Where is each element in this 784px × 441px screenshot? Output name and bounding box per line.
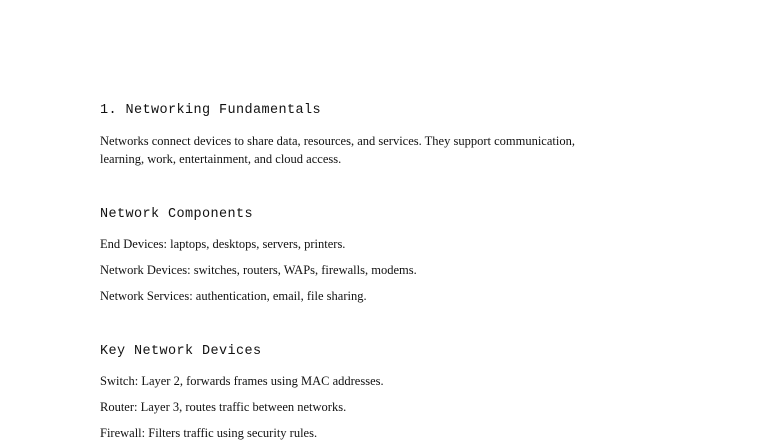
section-heading-key-network-devices: Key Network Devices — [100, 344, 262, 359]
component-network-devices: Network Devices: switches, routers, WAPs, firewalls, modems. — [100, 263, 417, 277]
section-heading-networking-fundamentals: 1. Networking Fundamentals — [100, 103, 322, 118]
component-end-devices: End Devices: laptops, desktops, servers, printers. — [100, 237, 346, 251]
device-firewall: Firewall: Filters traffic using security rules. — [100, 426, 318, 440]
intro-paragraph — [100, 132, 575, 168]
intro-paragraph-line: Networks connect devices to share data, resources, and services. They support communication, — [100, 134, 575, 148]
section-heading-network-components: Network Components — [100, 207, 254, 222]
device-switch: Switch: Layer 2, forwards frames using MAC addresses. — [100, 374, 384, 388]
component-network-services: Network Services: authentication, email, file sharing. — [100, 289, 367, 303]
intro-paragraph-line: learning, work, entertainment, and cloud access. — [100, 152, 342, 166]
device-router: Router: Layer 3, routes traffic between networks. — [100, 400, 347, 414]
